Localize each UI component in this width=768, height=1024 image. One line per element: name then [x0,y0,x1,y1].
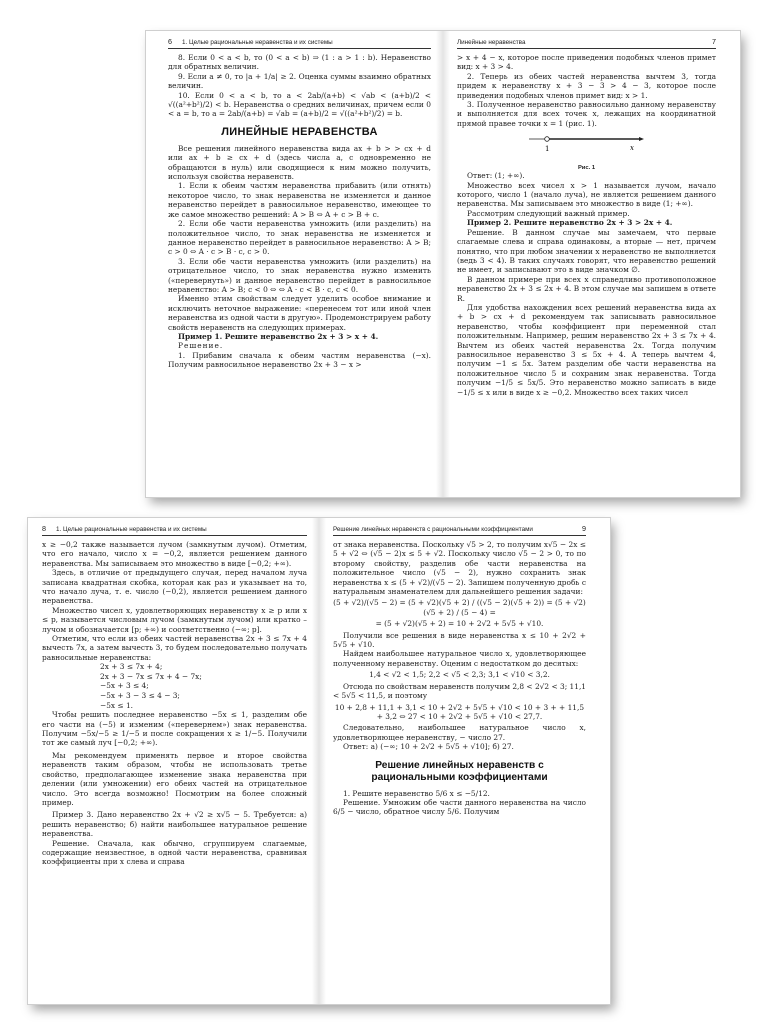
exercise: 1. Решите неравенство 5/6 x ≤ −5/12. [343,788,490,798]
section-heading: Решение линейных неравенств с рациональными коэффициентами [371,759,548,783]
page-number: 6 [168,37,172,46]
solution-label: Решение. [178,341,224,351]
figure-number-line [457,130,716,164]
running-head-title: Линейные неравенства [457,39,526,46]
paragraph: Следовательно, наибольшее натуральное число x, удовлетворяющее неравенству, − число 27. [333,723,586,742]
step-line: 2x + 3 ≤ 7x + 4; [100,662,163,672]
axis-label: x [630,144,634,153]
running-header [42,524,307,536]
step-line: −5x ≤ 1. [100,700,134,710]
paragraph: Здесь, в отличие от предыдущего случая, перед началом луча записана квадратная скобка, которая как раз и указывает на то, что начало луча, т. е. число (−0,2), является решением данного неравенства. [42,568,307,606]
step-line: −5x + 3 − 3 ≤ 4 − 3; [100,691,180,701]
tick-label: 1 [545,145,550,154]
paragraph: Решение. Сначала, как обычно, сгруппируем слагаемые, содержащие неизвестное, в одной части неравенства, сравнивая коэффициенты при x слева и справа [42,838,307,867]
running-header [457,37,716,49]
running-head-title: 1. Целые рациональные неравенства и их системы [182,39,333,46]
page-6 [146,31,443,497]
paragraph: 8. Если 0 < a < b, то (0 < a < b) ⇒ (1 : a > 1 : b). Неравенство для обратных величин. [168,53,431,72]
paragraph: 3. Если обе части неравенства умножить (или разделить) на отрицательное число, то знак неравенства нужно изменить («перевернуть») и данное неравенство перейдет в равносильное неравенство: A > B; c < 0 ⇔ ⇔ A · c < B · c, c < 0. [168,256,431,294]
step-line: −5x + 3 ≤ 4; [100,681,149,691]
answer: Ответ: а) (−∞; 10 + 2√2 + 5√5 + √10]; б) 27. [343,742,514,752]
paragraph: от знака неравенства. Поскольку √5 > 2, то получим x√5 − 2x ≤ 5 + √2 ⇔ (√5 − 2)x ≤ 5 + √2. Поскольку число √5 − 2 > 0, то по второму свойству, разделив обе части неравенства на положительное число (√5 − 2), нужно сохранить знак неравенства x ≤ (5 + √2)/(√5 − 2). Запишем полученную дробь с натуральным знаменателем для дальнейшего решения задачи: [333,540,586,597]
paragraph: 1. Если к обеим частям неравенства прибавить (или отнять) некоторое число, то знак неравенства не изменяется и данное неравенство перейдет в равносильное неравенство, имеющее то же самое множество решений: A > B ⇔ A + c > B + c. [168,181,431,219]
paragraph: Решение. Умножим обе части данного неравенства на число 6/5 − число, обратное числу 5/6. Получим [333,797,586,817]
paragraph: 2. Если обе части неравенства умножить (или разделить) на положительное число, то знак неравенства не изменяется и данное неравенство перейдет в равносильное неравенство: A > B; c > 0 ⇔ A · c > B · c, c > 0. [168,219,431,257]
paragraph: x ≥ −0,2 также называется лучом (замкнутым лучом). Отметим, что его начало, число x = −0,2, является решением данного неравенства. Мы записываем это множество в виде [−0,2; +∞). [42,540,307,568]
section-heading: ЛИНЕЙНЫЕ НЕРАВЕНСТВА [221,125,378,138]
paragraph: Множество чисел x, удовлетворяющих неравенству x ≥ p или x ≤ p, называется числовым лучом (замкнутым лучом) или кратко – лучом и обозначается [p; +∞) и соответственно (−∞; p]. [42,605,307,634]
paragraph: Получили все решения в виде неравенства x ≤ 10 + 2√2 + 5√5 + √10. [333,630,586,650]
paragraph: Рассмотрим следующий важный пример. [467,208,630,218]
inequality-steps [42,662,307,710]
running-header [168,37,431,49]
paragraph: Мы рекомендуем применять первое и второе свойства неравенств таким образом, чтобы не использовать третье свойство, предполагающее изменение знака неравенства при делении (или умножении) его обеих частей на отрицательное число. Это всегда возможно! Посмотрим на более сложный пример. [42,750,307,807]
page-7 [443,31,740,497]
paragraph: Для удобства нахождения всех решений неравенства вида ax + b > cx + d рекомендуем так записывать равносильное неравенство, чтобы коэффициент при переменной стал положительным. Например, решим неравенство 2x + 3 ≤ 7x + 4. Вычтем из обеих частей неравенства 2x. Тогда получим равносильное неравенство 3 ≤ 5x + 4. А теперь вычтем 4, получим −1 ≤ 5x. Затем разделим обе части неравенства на положительное число 5 и сохраним знак неравенства. Тогда получим −1/5 ≤ 5x/5. Это неравенство можно записать в виде −1/5 ≤ x или в виде x ≥ −0,2. Множество всех таких чисел [457,302,716,397]
paragraph: Решение. В данном случае мы замечаем, что первые слагаемые слева и справа одинаковы, а вторые — нет, причем понятно, что при любом значении x неравенство не выполняется (ведь 3 < 4). В таких случаях говорят, что неравенство решений не имеет, и записывают это в виде значком ∅. [457,227,716,275]
paragraph: Отсюда по свойствам неравенств получим 2,8 < 2√2 < 3; 11,1 < 5√5 < 11,5, и поэтому [333,681,586,701]
page-9 [319,518,610,1004]
paragraph: Все решения линейного неравенства вида ax + b > > cx + d или ax + b ≥ cx + d (здесь числа a, c одновременно не обращаются в нуль) или сводящиеся к ним можно получить, используя свойства неравенств. [168,143,431,182]
paragraph: Чтобы решить последнее неравенство −5x ≤ 1, разделим обе его части на (−5) и изменим («перевернем») знак неравенства. Получим −5x/−5 ≥ 1/−5 и после сокращения x ≥ 1/−5. Получили тот же самый луч [−0,2; +∞). [42,710,307,748]
page-number: 7 [712,37,716,46]
running-header [333,524,586,536]
page-number: 9 [582,524,586,533]
running-head-title: Решение линейных неравенств с рациональными коэффициентами [333,526,533,533]
formula: (5 + √2)/(√5 − 2) = (5 + √2)(√5 + 2) / ((√5 − 2)(√5 + 2)) = (5 + √2)(√5 + 2) / (5 − 4) = [333,598,586,617]
paragraph: 1. Прибавим сначала к обеим частям неравенства (−x). Получим равносильное неравенство 2x + 3 − x > [168,350,431,370]
bottom-spread [28,518,610,1004]
number-line-diagram [527,130,647,154]
formula: = (5 + √2)(√5 + 2) = 10 + 2√2 + 5√5 + √10. [375,619,544,629]
paragraph: 10. Если 0 < a < b, то a < 2ab/(a+b) < √ab < (a+b)/2 < √((a²+b²)/2) < b. Неравенства о средних величинах, причем если 0 < a = b, то a = 2ab/(a+b) = √ab = (a+b)/2 = √((a²+b²)/2) = b. [168,90,431,119]
paragraph: > x + 4 − x, которое после приведения подобных членов примет вид: x + 3 > 4. [457,53,716,72]
figure-caption: Рис. 1 [577,165,596,172]
top-spread [146,31,740,497]
paragraph: 2. Теперь из обеих частей неравенства вычтем 3, тогда придем к неравенству x + 3 − 3 > 4 − 3, которое после приведения подобных членов примет вид: x > 1. [457,71,716,100]
paragraph: Множество всех чисел x > 1 называется лучом, начало которого, число 1 (начало луча), не является решением данного неравенства. Мы записываем это множество в виде (1; +∞). [457,180,716,209]
page-8 [28,518,319,1004]
paragraph: В данном примере при всех x справедливо противоположное неравенство 2x + 3 ≤ 2x + 4. В этом случае мы запишем в ответе R. [457,274,716,303]
paragraph: Именно этим свойствам следует уделить особое внимание и исключить неточное выражение: «перенесем тот или иной член неравенства из одной части в другую». Продемонстрируем работу свойств неравенств на следующих примерах. [168,294,431,332]
formula: 10 + 2,8 + 11,1 + 3,1 < 10 + 2√2 + 5√5 + √10 < 10 + 3 + + 11,5 + 3,2 ⇔ 27 < 10 + 2√2 + 5√5 + √10 < 27,7. [334,702,585,721]
page-number: 8 [42,524,46,533]
paragraph: Найдем наибольшее натуральное число x, удовлетворяющее полученному неравенству. Оценим с недостатком до десятых: [333,649,586,668]
answer: Ответ: (1; +∞). [467,171,525,181]
step-line: 2x + 3 − 7x ≤ 7x + 4 − 7x; [100,671,202,681]
example-paragraph: Пример 3. Дано неравенство 2x + √2 ≥ x√5 − 5. Требуется: а) решить неравенство; б) найти наибольшее натуральное решение неравенства. [42,810,307,839]
estimate-formula: 1,4 < √2 < 1,5; 2,2 < √5 < 2,3; 3,1 < √10 < 3,2. [369,670,550,680]
example-title: Пример 1. Решите неравенство 2x + 3 > x + 4. [178,331,379,341]
paragraph: Отметим, что если из обеих частей неравенства 2x + 3 ≤ 7x + 4 вычесть 7x, а затем вычесть 3, то будем последовательно получать равносильные неравенства: [42,634,307,662]
running-head-title: 1. Целые рациональные неравенства и их системы [56,526,207,533]
example-title: Пример 2. Решите неравенство 2x + 3 > 2x + 4. [467,218,673,228]
paragraph: 3. Полученное неравенство равносильно данному неравенству и выполняется для всех точек x, лежащих на координатной прямой правее точки x = 1 (рис. 1). [457,100,716,128]
paragraph: 9. Если a ≠ 0, то |a + 1/a| ≥ 2. Оценка суммы взаимно обратных величин. [168,71,431,91]
